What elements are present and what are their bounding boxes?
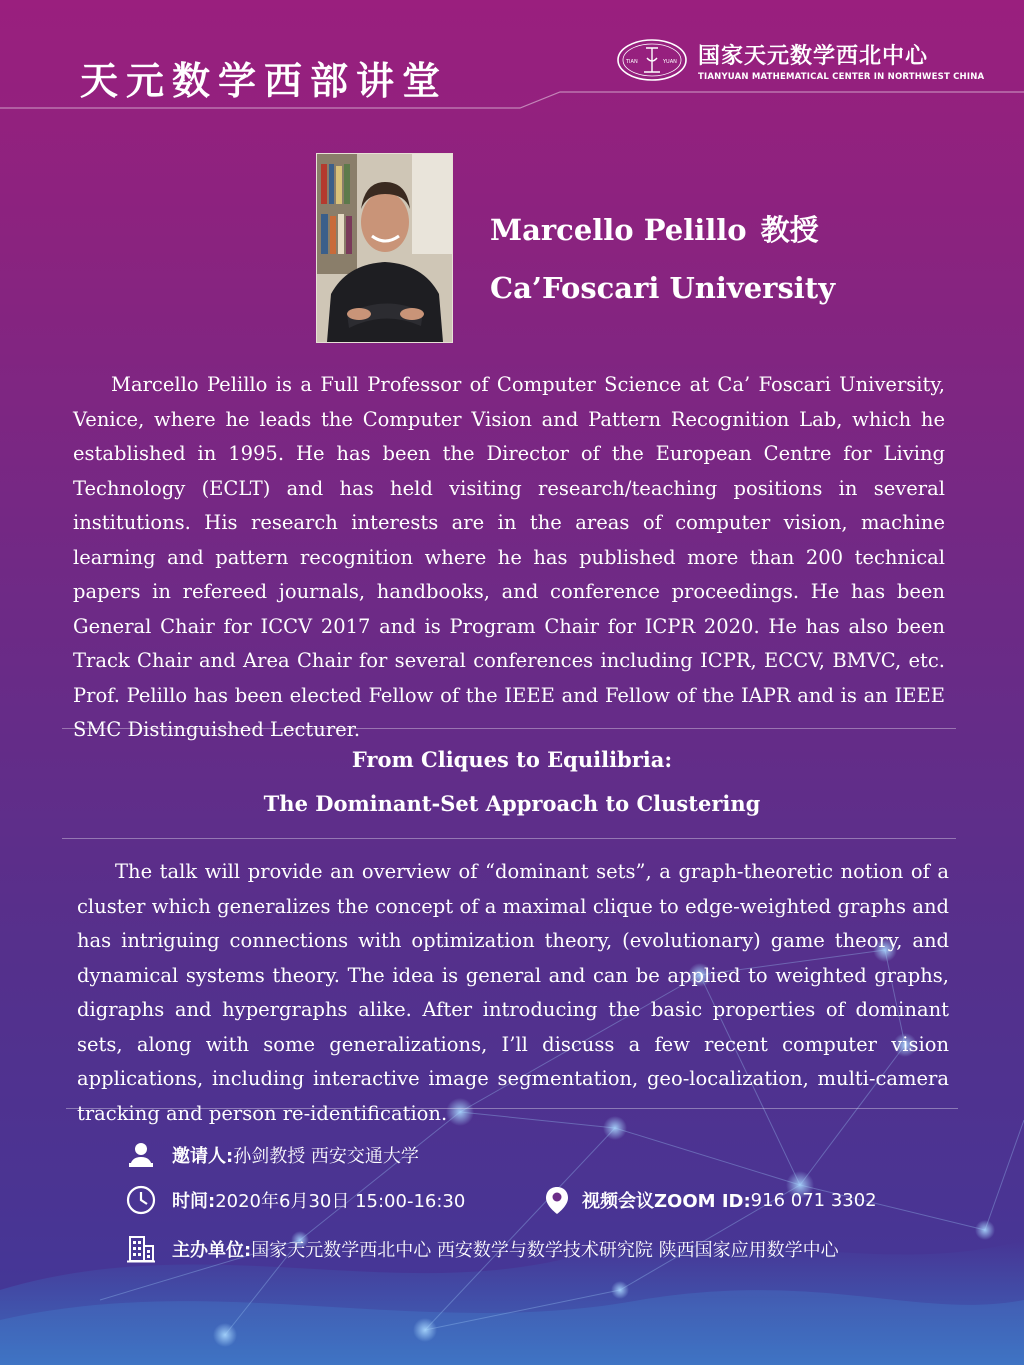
zoom-row bbox=[542, 1185, 877, 1215]
zoom-label: 视频会议ZOOM ID: bbox=[582, 1191, 751, 1212]
series-title: 天元数学西部讲堂 bbox=[80, 58, 449, 103]
building-icon bbox=[126, 1234, 156, 1264]
divider-middle bbox=[62, 838, 956, 839]
speaker-bio: Marcello Pelillo is a Full Professor of Computer Science at Ca’ Foscari University, Venice, where he leads the Computer Vision and Pattern Recognition Lab, which he established in 1995. He has been the Director of the European Centre for Living Technology (ECLT) and has held visiting research/teaching positions in several institutions. His research interests are in the areas of computer vision, machine learning and pattern recognition where he has published more than 200 technical papers in refereed journals, handbooks, and conference proceedings. He has been General Chair for ICCV 2017 and is Program Chair for ICPR 2020. He has also been Track Chair and Area Chair for several conferences including ICPR, ECCV, BMVC, etc. Prof. Pelillo has been elected Fellow of the IEEE and Fellow of the IAPR and is an IEEE SMC Distinguished Lecturer. bbox=[73, 373, 945, 741]
time-label: 时间: bbox=[172, 1191, 216, 1212]
tianyuan-seal-icon bbox=[616, 38, 688, 82]
speaker-affiliation: Ca’Foscari University bbox=[490, 271, 836, 305]
logo-chinese-name: 国家天元数学西北中心 bbox=[698, 43, 929, 69]
divider-bottom bbox=[66, 1108, 958, 1109]
inviter-value: 孙剑教授 西安交通大学 bbox=[233, 1146, 419, 1167]
host-row bbox=[126, 1234, 839, 1264]
zoom-value: 916 071 3302 bbox=[750, 1189, 877, 1211]
host-value: 国家天元数学西北中心 西安数学与数学技术研究院 陕西国家应用数学中心 bbox=[251, 1240, 839, 1261]
clock-icon bbox=[126, 1185, 156, 1215]
inviter-label: 邀请人: bbox=[172, 1146, 234, 1167]
location-pin-icon bbox=[542, 1185, 572, 1215]
talk-abstract: The talk will provide an overview of “dominant sets”, a graph-theoretic notion of a cluster which generalizes the concept of a maximal clique to edge-weighted graphs and has intriguing connections with optimization theory, (evolutionary) game theory, and dynamical systems theory. The idea is general and can be applied to weighted graphs, digraphs and hypergraphs alike. After introducing the basic properties of dominant sets, along with some generalizations, I’ll discuss a few recent computer vision applications, including interactive image segmentation, geo-localization, multi-camera tracking and person re-identification. bbox=[77, 860, 949, 1125]
talk-title-line2: The Dominant-Set Approach to Clustering bbox=[263, 791, 761, 816]
speaker-photo bbox=[316, 153, 453, 343]
logo-english-name: TIANYUAN MATHEMATICAL CENTER IN NORTHWEST CHINA bbox=[698, 71, 985, 82]
inviter-row bbox=[126, 1140, 419, 1170]
seal-text-left: TIAN bbox=[626, 59, 638, 65]
speaker-title: 教授 bbox=[760, 213, 819, 247]
time-row bbox=[126, 1185, 465, 1215]
host-label: 主办单位: bbox=[172, 1240, 252, 1261]
divider-top bbox=[62, 728, 956, 729]
speaker-portrait-icon bbox=[317, 154, 452, 342]
time-value: 2020年6月30日 15:00-16:30 bbox=[215, 1191, 466, 1212]
speaker-info bbox=[490, 210, 835, 308]
speaker-name: Marcello Pelillo bbox=[490, 213, 747, 247]
center-logo bbox=[616, 38, 984, 82]
speaker-name-line bbox=[490, 210, 835, 250]
seal-text-right: YUAN bbox=[663, 59, 677, 65]
person-icon bbox=[126, 1140, 156, 1170]
talk-title-line1: From Cliques to Equilibria: bbox=[351, 747, 673, 772]
